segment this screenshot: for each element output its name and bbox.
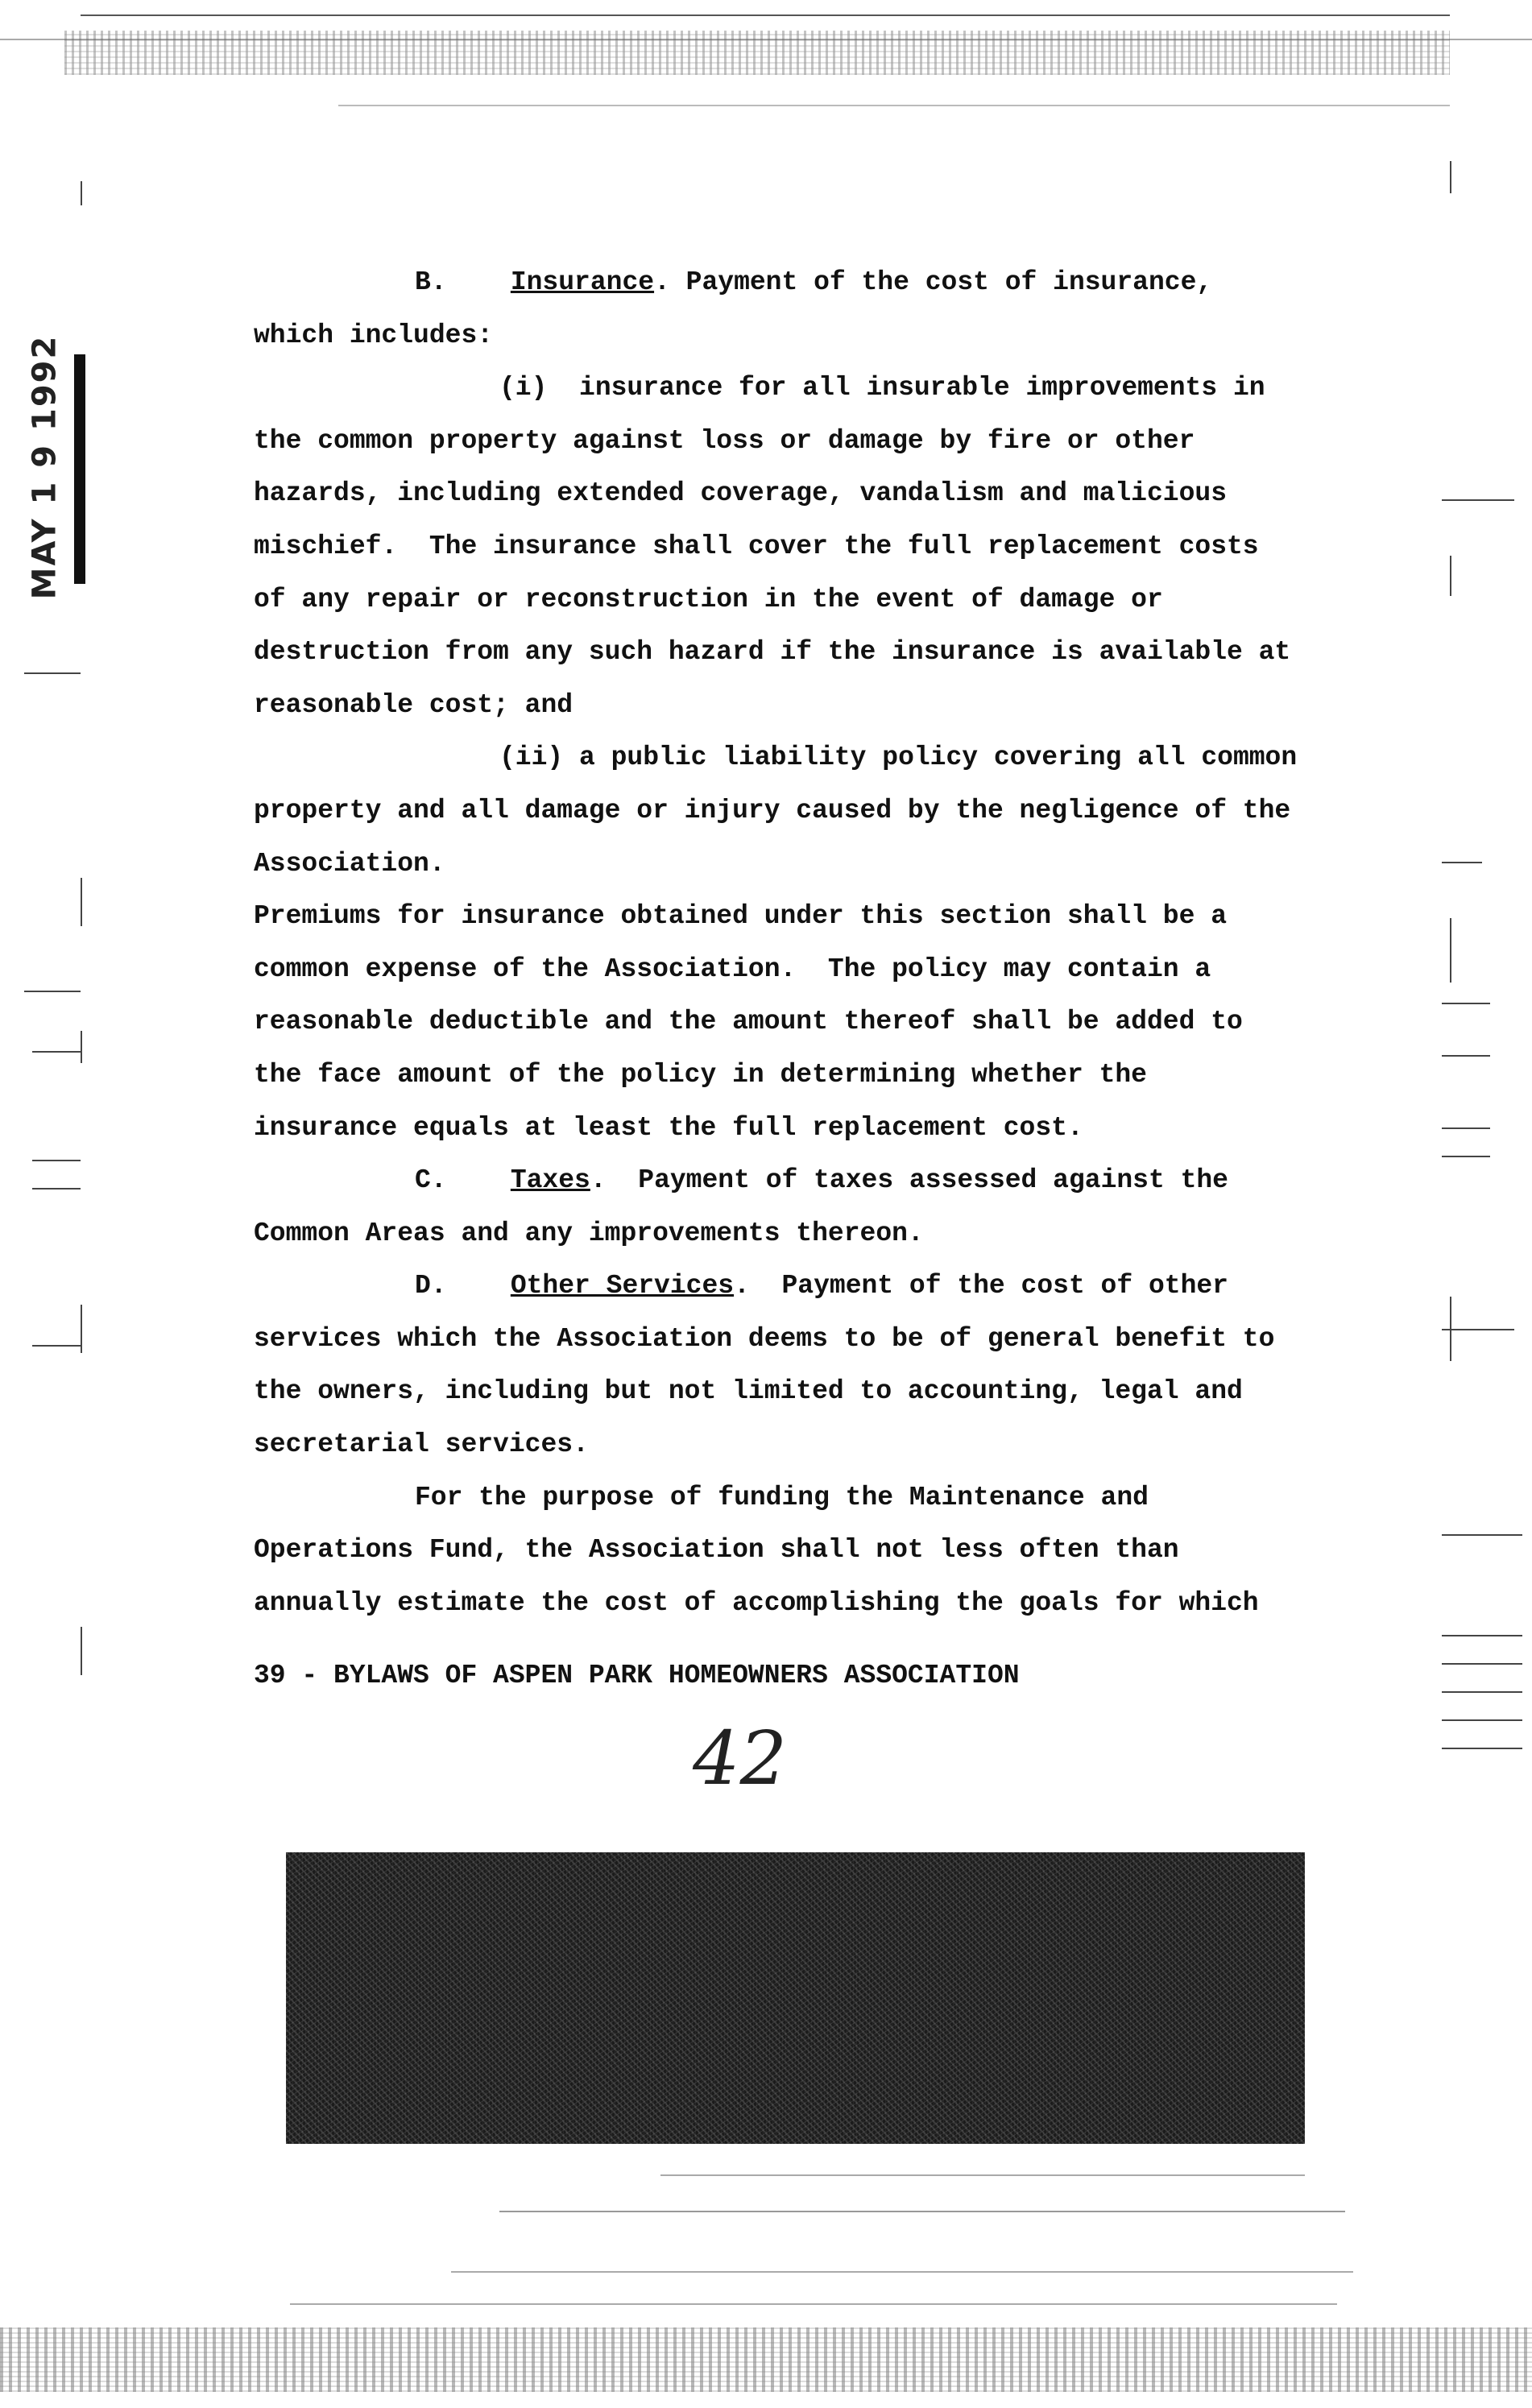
- handwritten-page-number: 42: [693, 1715, 788, 1802]
- section-letter: B.: [415, 267, 447, 297]
- margin-mark: [81, 181, 82, 205]
- margin-mark: [1450, 918, 1451, 983]
- paragraph-line: the face amount of the policy in determining whether the: [254, 1059, 1147, 1090]
- paragraph-line: common expense of the Association. The policy may contain a: [254, 954, 1211, 984]
- paragraph-line: the owners, including but not limited to accounting, legal and: [254, 1376, 1243, 1407]
- section-d-heading-line: [254, 1260, 1309, 1313]
- margin-mark: [1442, 1003, 1490, 1004]
- paragraph-line: reasonable deductible and the amount thereof shall be added to: [254, 1007, 1243, 1037]
- section-text: . Payment of the cost of other: [734, 1271, 1228, 1301]
- margin-mark: [1442, 1534, 1522, 1536]
- paragraph-line: insurance equals at least the full replacement cost.: [254, 1112, 1083, 1143]
- paragraph-line: (ii) a public liability policy covering all common: [499, 743, 1298, 773]
- paragraph-line: hazards, including extended coverage, vandalism and malicious: [254, 478, 1227, 509]
- paragraph-line: destruction from any such hazard if the insurance is available at: [254, 637, 1291, 668]
- paragraph-line: (i) insurance for all insurable improvements in: [499, 373, 1265, 403]
- margin-mark: [1442, 1127, 1490, 1129]
- margin-mark: [1442, 1055, 1490, 1057]
- paragraph-line: secretarial services.: [254, 1429, 589, 1460]
- paragraph-line: For the purpose of funding the Maintenance and: [415, 1482, 1149, 1512]
- margin-mark: [81, 878, 82, 926]
- scan-noise-bottom: [0, 2327, 1532, 2392]
- paragraph-line: mischief. The insurance shall cover the full replacement costs: [254, 531, 1259, 561]
- margin-mark: [1450, 161, 1451, 193]
- paragraph-line: Association.: [254, 848, 445, 879]
- margin-mark: [81, 1031, 82, 1063]
- margin-mark: [1442, 1329, 1514, 1330]
- section-heading: Insurance: [510, 267, 655, 297]
- margin-mark: [32, 1160, 81, 1161]
- margin-mark: [24, 672, 81, 674]
- paragraph-line: Common Areas and any improvements thereon.: [254, 1218, 924, 1248]
- margin-mark: [81, 1305, 82, 1353]
- section-heading: Taxes: [510, 1165, 590, 1196]
- margin-mark: [32, 1051, 81, 1053]
- paragraph-line: Operations Fund, the Association shall not less often than: [254, 1535, 1179, 1566]
- paragraph-line: services which the Association deems to be of general benefit to: [254, 1323, 1275, 1354]
- margin-mark: [24, 991, 81, 992]
- paragraph-line: annually estimate the cost of accomplishing the goals for which: [254, 1587, 1259, 1618]
- paragraph-line: the common property against loss or damage by fire or other: [254, 425, 1195, 456]
- paragraph-line: Premiums for insurance obtained under this section shall be a: [254, 901, 1227, 932]
- margin-mark: [1442, 1719, 1522, 1721]
- paragraph-line: reasonable cost; and: [254, 689, 573, 720]
- margin-mark: [1442, 1156, 1490, 1157]
- margin-mark: [1442, 1635, 1522, 1636]
- section-text: . Payment of the cost of insurance,: [654, 267, 1213, 297]
- scan-line: [0, 39, 1532, 40]
- scan-noise-top: [64, 31, 1450, 75]
- recording-stamp-text: MAY 1 9 1992: [26, 334, 64, 600]
- margin-mark: [32, 1345, 81, 1347]
- margin-mark: [1442, 1748, 1522, 1749]
- document-body: [254, 256, 1309, 1629]
- margin-mark: [1442, 862, 1482, 863]
- scan-dark-block: [286, 1852, 1305, 2144]
- section-letter: C.: [415, 1165, 447, 1196]
- paragraph-line: which includes:: [254, 320, 494, 350]
- scan-line: [660, 2174, 1305, 2176]
- margin-mark: [32, 1188, 81, 1190]
- section-text: . Payment of taxes assessed against the: [590, 1165, 1228, 1196]
- page-footer: 39 - BYLAWS OF ASPEN PARK HOMEOWNERS ASSOCIATION: [254, 1661, 1020, 1690]
- scan-line: [338, 105, 1450, 106]
- section-letter: D.: [415, 1271, 447, 1301]
- margin-mark: [81, 1627, 82, 1675]
- scan-line: [451, 2271, 1353, 2273]
- section-b-heading-line: [254, 256, 1309, 309]
- paragraph-line: property and all damage or injury caused by the negligence of the: [254, 795, 1291, 825]
- scan-line: [290, 2303, 1337, 2305]
- recording-stamp: [0, 334, 89, 600]
- paragraph-line: of any repair or reconstruction in the event of damage or: [254, 584, 1163, 614]
- margin-mark: [1450, 556, 1451, 596]
- margin-mark: [1442, 499, 1514, 501]
- margin-mark: [1442, 1663, 1522, 1665]
- scan-line: [499, 2211, 1345, 2212]
- scan-line: [81, 14, 1450, 16]
- margin-mark: [1442, 1691, 1522, 1693]
- section-c-heading-line: [254, 1154, 1309, 1207]
- section-heading: Other Services: [510, 1271, 735, 1301]
